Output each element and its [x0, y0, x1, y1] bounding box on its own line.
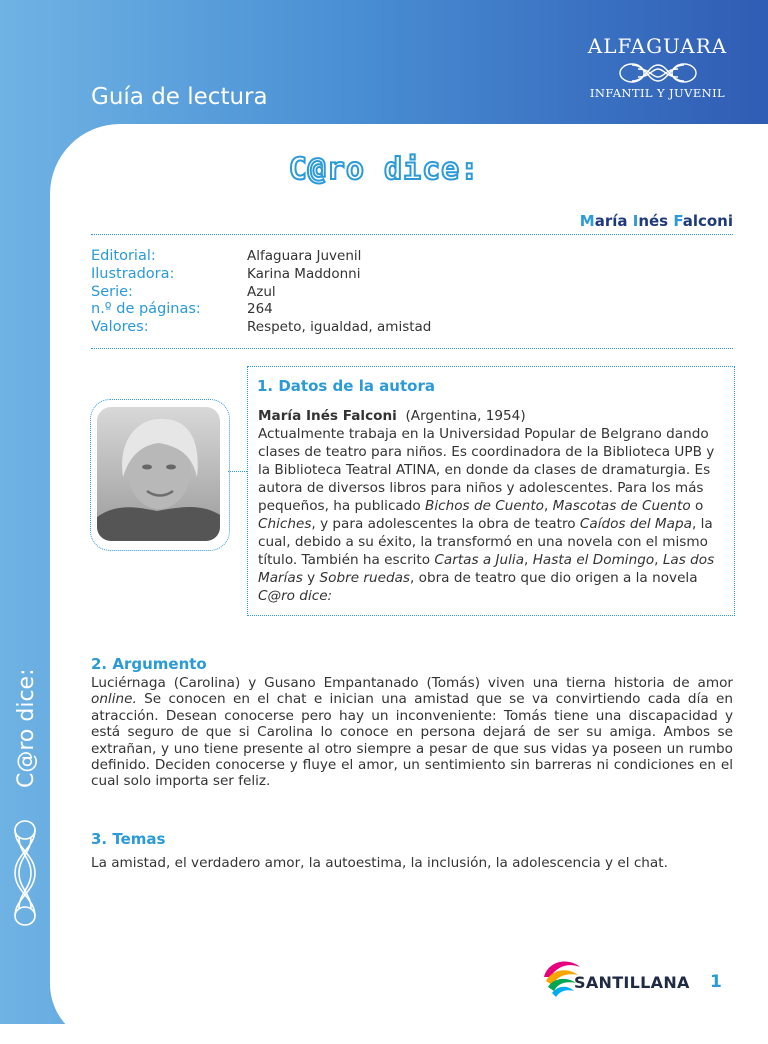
author-name: María Inés Falconi	[258, 408, 397, 424]
section-heading-plot: 2. Argumento	[91, 655, 207, 673]
alfaguara-knot-icon	[616, 60, 700, 86]
detail-row: Editorial: Alfaguara Juvenil	[91, 248, 362, 264]
connector-line	[228, 471, 247, 472]
themes-text: La amistad, el verdadero amor, la autoestima, la inclusión, la adolescencia y el chat.	[91, 855, 668, 871]
brand-name: ALFAGUARA	[587, 34, 728, 58]
author-box	[247, 366, 735, 616]
book-details	[91, 248, 431, 337]
guide-label: Guía de lectura	[91, 84, 268, 110]
sidebar-knot-icon	[6, 818, 44, 928]
book-title: C@ro dice:	[288, 152, 480, 187]
detail-row: Serie: Azul	[91, 283, 276, 300]
divider	[91, 234, 733, 235]
publisher-name: SANTILLANA	[574, 973, 690, 992]
brand-subtitle: INFANTIL Y JUVENIL	[589, 86, 726, 100]
sidebar-title: C@ro dice:	[14, 668, 39, 788]
detail-row: n.º de páginas: 264	[91, 301, 273, 318]
detail-row: Valores: Respeto, igualdad, amistad	[91, 319, 432, 336]
book-author: María Inés Falconi	[579, 212, 733, 230]
page-number: 1	[710, 972, 722, 992]
author-photo	[97, 407, 220, 541]
alfaguara-logo	[570, 34, 745, 100]
section-heading-author: 1. Datos de la autora	[257, 377, 435, 395]
detail-row: Ilustradora: Karina Maddonni	[91, 265, 361, 282]
santillana-logo	[542, 957, 692, 999]
divider	[91, 348, 733, 349]
plot-text: Luciérnaga (Carolina) y Gusano Empantanado (Tomás) viven una tierna historia de amor online. Se conocen en el chat e inician una amistad que se va convirtiendo cada día en atracción. Desean conocerse pero hay un inconveniente: Tomás tiene una discapacidad y está seguro de que si Carolina lo conoce en persona dejará de ser su amiga. Ambos se extrañan, y uno tiene presente al otro siempre a pesar de que sus vidas ya poseen un rumbo definido. Deciden conocerse y fluye el amor, un sentimiento sin barreras ni condiciones en el cual solo importa ser feliz.	[91, 675, 733, 790]
author-bio: María Inés Falconi (Argentina, 1954) Actualmente trabaja en la Universidad Popular de Belgrano dando clases de teatro para niños. Es coordinadora de la Biblioteca UPB y la Biblioteca Teatral ATINA, en donde da clases de dramaturgia. Es autora de diversos libros para niños y adolescentes. Para los más pequeños, ha publicado Bichos de Cuento, Mascotas de Cuento o Chiches, y para adolescentes la obra de teatro Caídos del Mapa, la cual, debido a su éxito, la transformó en una novela con el mismo título. También ha escrito Cartas a Julia, Hasta el Domingo, Las dos Marías y Sobre ruedas, obra de teatro que dio origen a la novela C@ro dice:	[258, 408, 715, 604]
section-heading-themes: 3. Temas	[91, 830, 166, 848]
